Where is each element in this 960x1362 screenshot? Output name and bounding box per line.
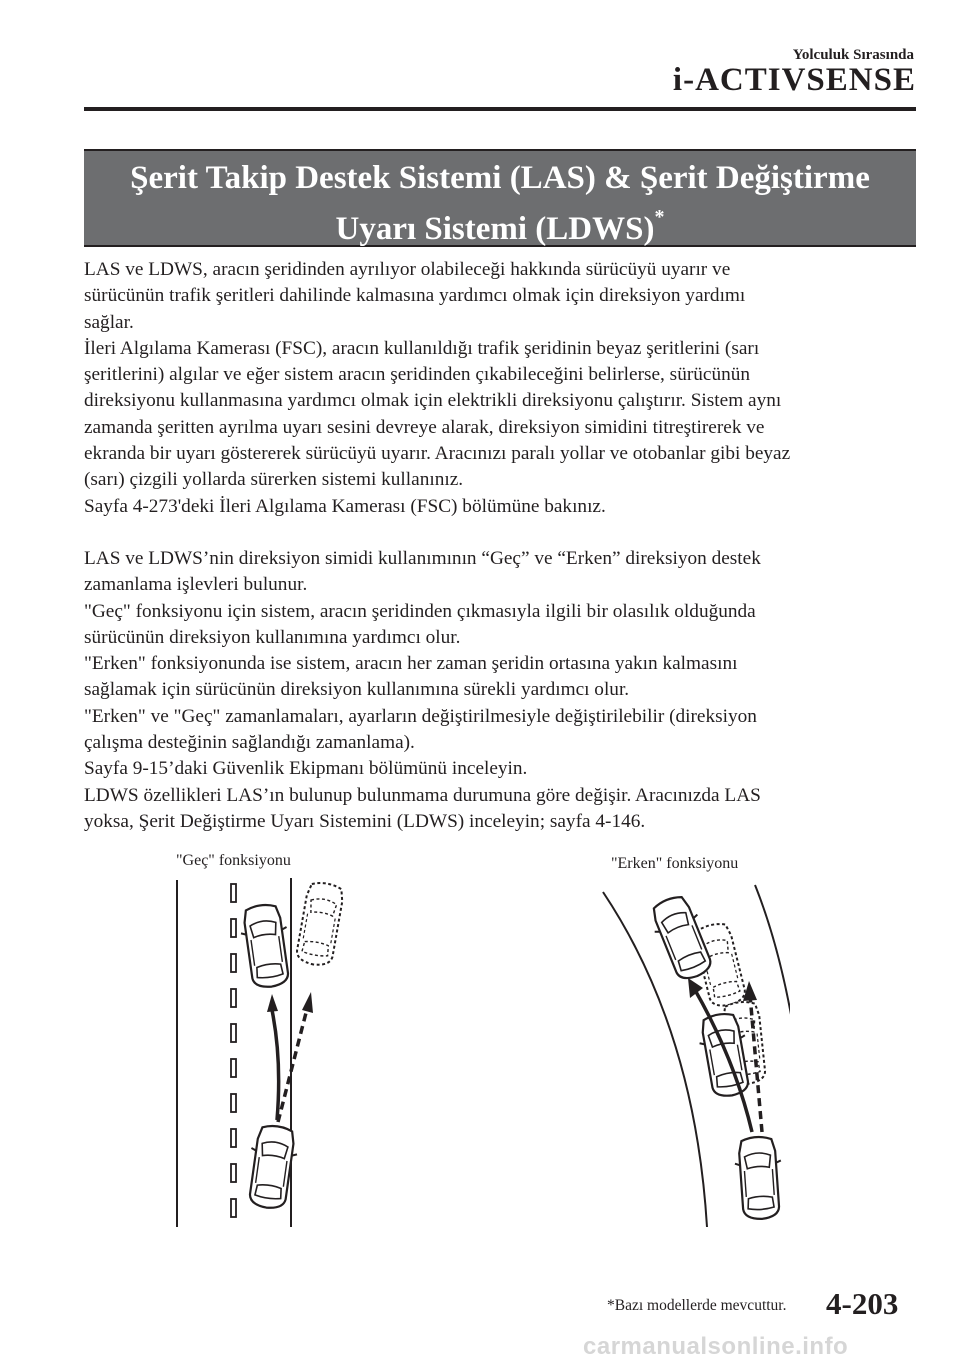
lane-assist-diagram bbox=[150, 870, 790, 1230]
text-line: "Geç" fonksiyonu için sistem, aracın şeridinden çıkmasıyla ilgili bir olasılık olduğunda bbox=[84, 600, 756, 622]
text-line: zamanda şeritten ayrılma uyarı sesini devreye alarak, direksiyon simidini titreştirerek ve bbox=[84, 416, 765, 438]
assisted-car-icon bbox=[238, 902, 295, 990]
title-line-2-text: Uyarı Sistemi (LDWS) bbox=[335, 211, 655, 247]
title-asterisk: * bbox=[654, 206, 665, 228]
text-line: yoksa, Şerit Değiştirme Uyarı Sistemini (LDWS) inceleyin; sayfa 4-146. bbox=[84, 810, 646, 832]
text-line: "Erken" fonksiyonunda ise sistem, aracın her zaman şeridin ortasına yakın kalmasını bbox=[84, 653, 738, 675]
drift-path-arrow bbox=[278, 1005, 308, 1122]
text-line: sağlamak için sürücünün direksiyon kullanımına sürekli yardımcı olur. bbox=[84, 679, 630, 701]
erken-lane-scene bbox=[603, 885, 790, 1227]
page-title bbox=[84, 149, 916, 247]
gec-lane-scene bbox=[177, 878, 345, 1227]
body-text bbox=[84, 257, 924, 835]
ghost-car-icon bbox=[295, 880, 345, 967]
text-line: sürücünün trafik şeritleri dahilinde kalmasına yardımcı olmak için direksiyon yardımı bbox=[84, 285, 746, 307]
text-line: şeritlerini) algılar ve eğer sistem aracın şeridinden çıkabileceğini belirlerse, sürücünün bbox=[84, 364, 751, 386]
text-line: Sayfa 4-273'deki İleri Algılama Kamerası (FSC) bölümüne bakınız. bbox=[84, 495, 606, 517]
figure-label-gec: "Geç" fonksiyonu bbox=[176, 852, 291, 869]
text-line: İleri Algılama Kamerası (FSC), aracın kullanıldığı trafik şeridinin beyaz şeritlerini (sarı bbox=[84, 337, 760, 359]
text-line: LDWS özellikleri LAS’ın bulunup bulunmama durumuna göre değişir. Aracınızda LAS bbox=[84, 784, 761, 806]
title-line-2 bbox=[84, 200, 916, 251]
assist-path-arrow bbox=[272, 1010, 279, 1120]
text-line: LAS ve LDWS, aracın şeridinden ayrılıyor olabileceği hakkında sürücüyü uyarır ve bbox=[84, 259, 731, 280]
arrowhead-icon bbox=[688, 978, 703, 998]
text-line: sağlar. bbox=[84, 311, 134, 333]
text-line: ekranda bir uyarı göstererek sürücüyü uyarır. Aracınızı paralı yollar ve otobanlar gibi beyaz bbox=[84, 443, 791, 465]
arrowhead-icon bbox=[267, 994, 278, 1012]
header-rule bbox=[84, 107, 916, 111]
paragraph-gap bbox=[84, 520, 924, 546]
text-line: zamanlama işlevleri bulunur. bbox=[84, 574, 308, 596]
title-line-1: Şerit Takip Destek Sistemi (LAS) & Şerit Değiştirme bbox=[130, 160, 870, 196]
text-line: LAS ve LDWS’nin direksiyon simidi kullanımının “Geç” ve “Erken” direksiyon destek bbox=[84, 547, 761, 569]
section-header: Yolculuk Sırasında bbox=[792, 47, 914, 63]
figure-label-erken: "Erken" fonksiyonu bbox=[611, 855, 739, 872]
text-line: çalışma desteğinin sağlandığı zamanlama). bbox=[84, 732, 415, 754]
text-line: sürücünün direksiyon kullanımına yardımcı olur. bbox=[84, 626, 461, 648]
arrowhead-icon bbox=[302, 992, 313, 1013]
start-car-icon bbox=[733, 1135, 785, 1220]
text-line: "Erken" ve "Geç" zamanlamaları, ayarların değiştirilmesiyle değiştirilebilir (direksiyon bbox=[84, 705, 757, 727]
text-line: (sarı) çizgili yollarda sürerken sistemi kullanınız. bbox=[84, 469, 464, 491]
text-line: direksiyonu kullanmasına yardımcı olmak için elektrikli direksiyonu çalıştırır. Sistem aynı bbox=[84, 390, 782, 412]
chapter-header: i-ACTIVSENSE bbox=[672, 62, 916, 98]
text-line: Sayfa 9-15’daki Güvenlik Ekipmanı bölümünü inceleyin. bbox=[84, 758, 528, 780]
footnote: *Bazı modellerde mevcuttur. bbox=[607, 1297, 787, 1314]
page-number: 4-203 bbox=[826, 1286, 899, 1321]
dashed-lane-marker bbox=[231, 884, 236, 1217]
watermark: carmanualsonline.info bbox=[583, 1333, 849, 1360]
